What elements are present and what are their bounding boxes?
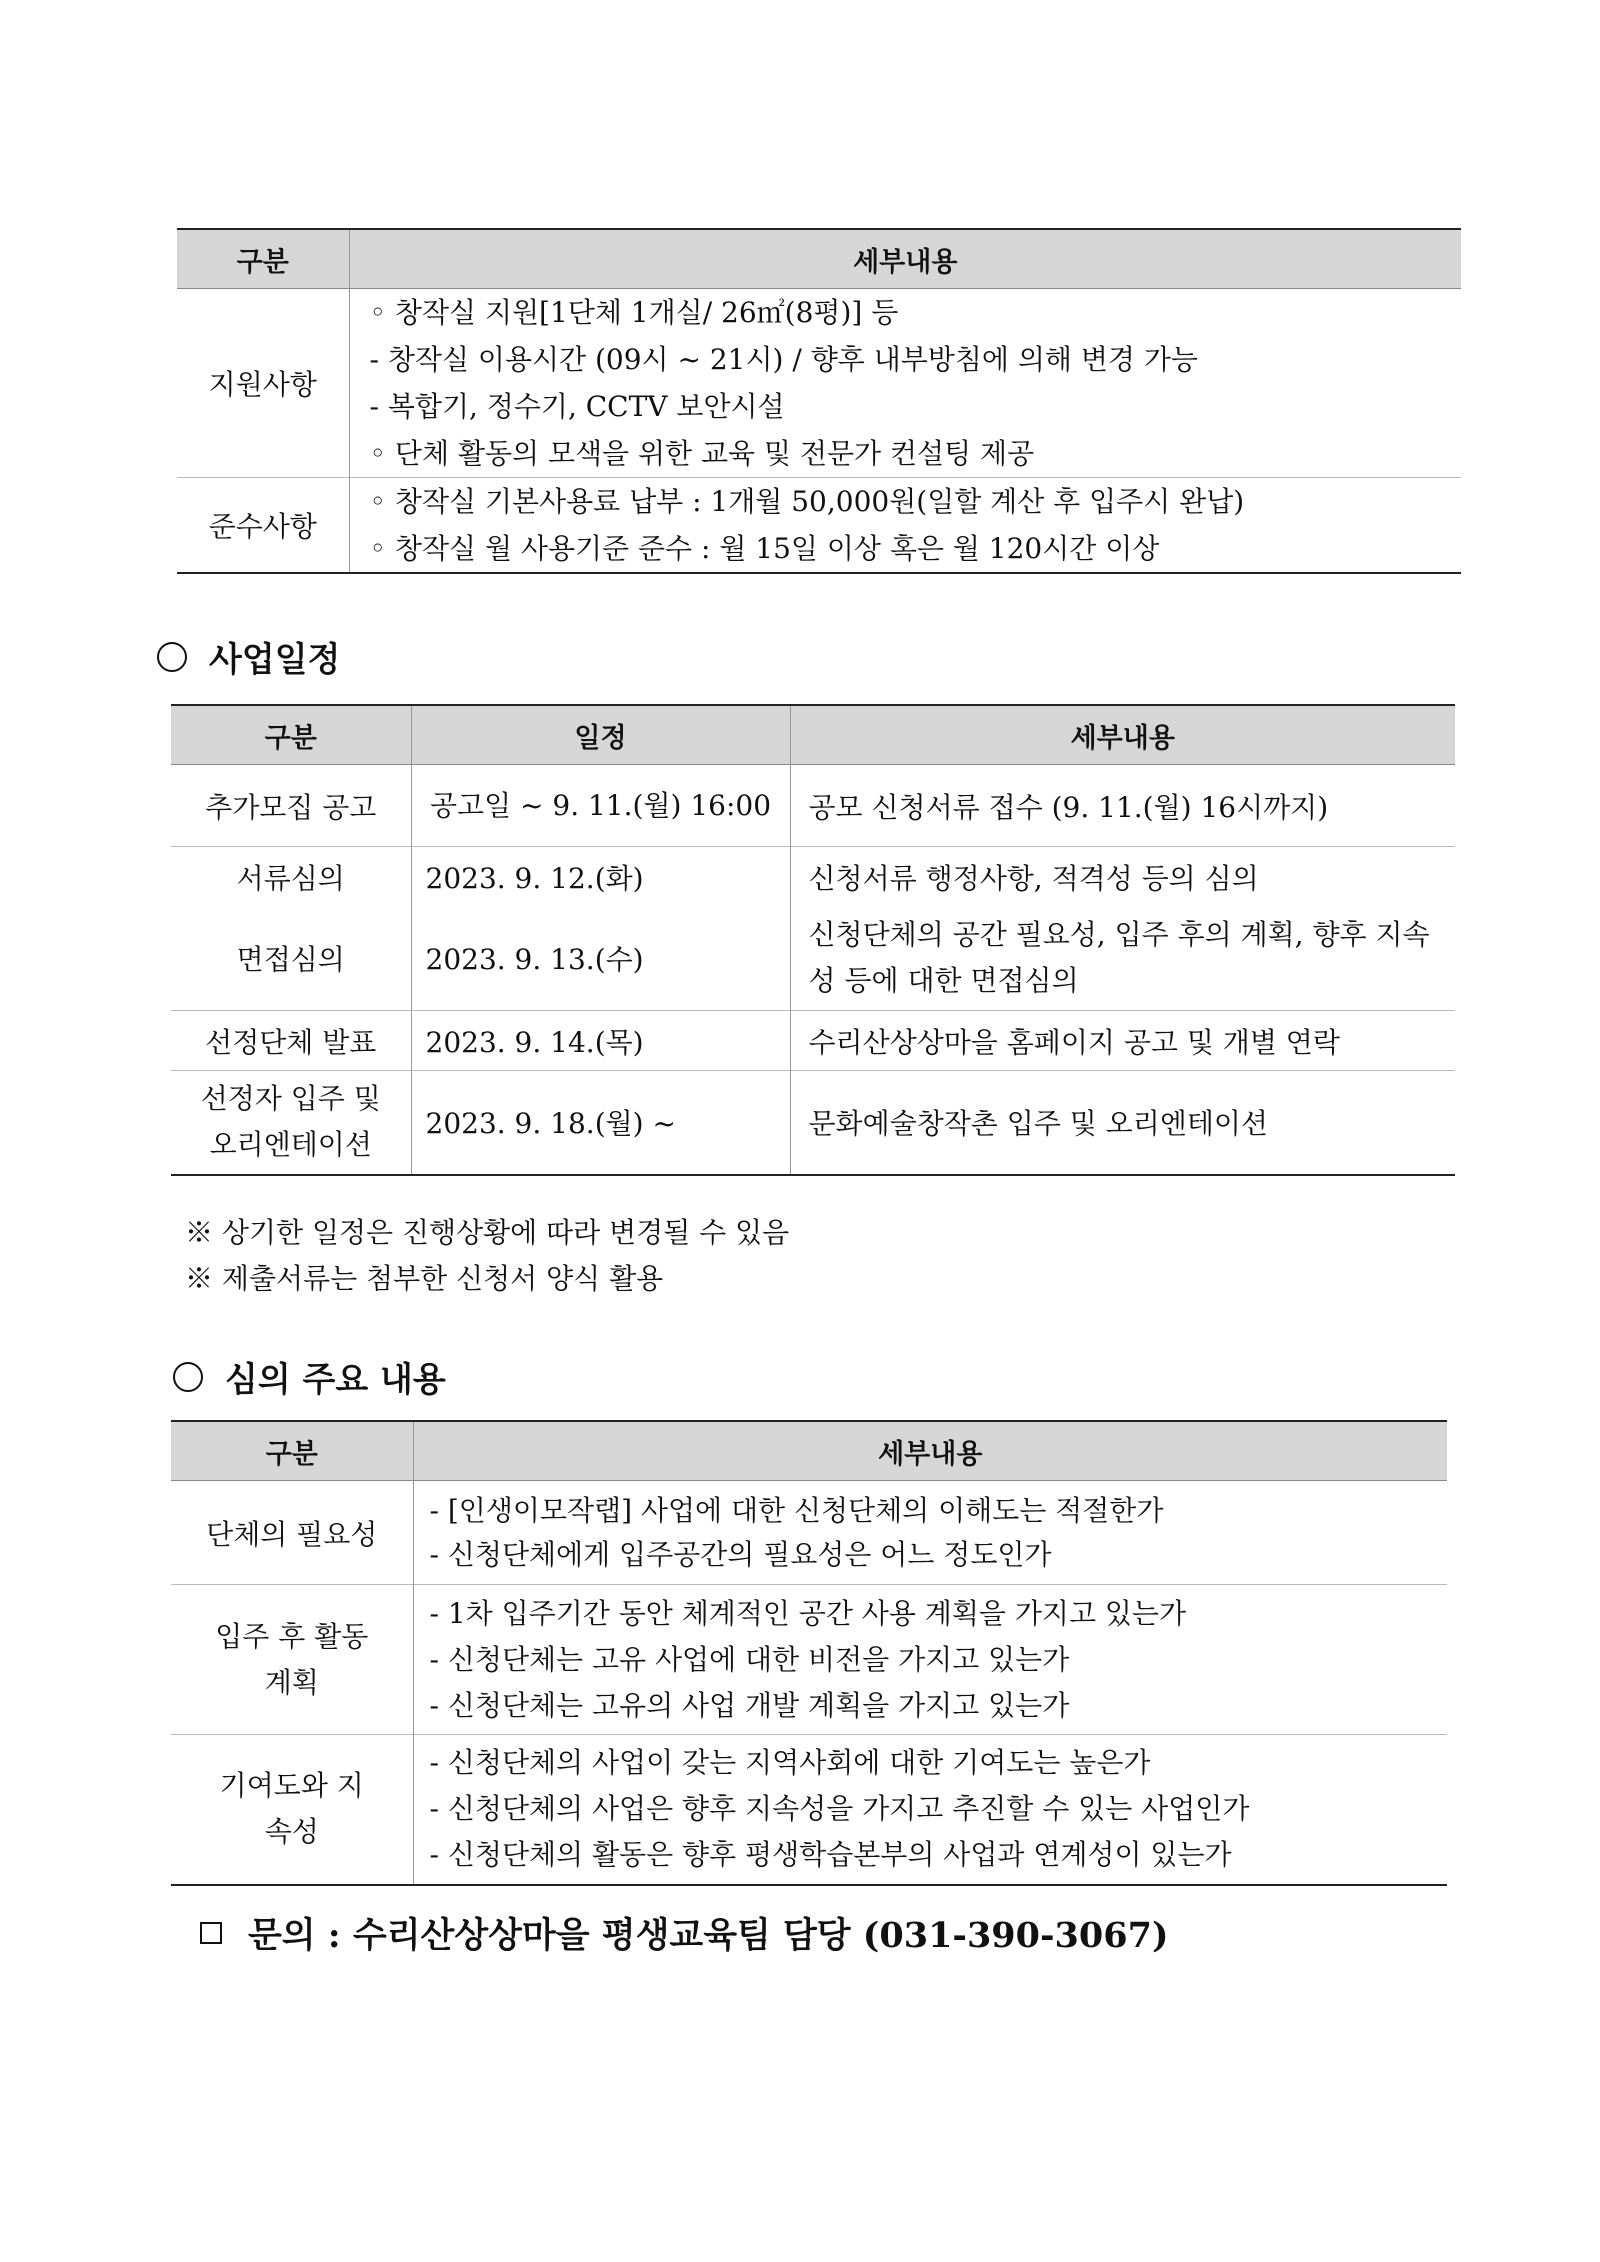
table-row	[171, 1735, 1447, 1885]
row-detail: 신청서류 행정사항, 적격성 등의 심의	[790, 847, 1455, 907]
table-row	[171, 847, 1455, 907]
row-date: 2023. 9. 14.(목)	[411, 1011, 790, 1071]
detail-line: - 신청단체의 사업은 향후 지속성을 가지고 추진할 수 있는 사업인가	[429, 1792, 1250, 1826]
col-header-category: 구분	[171, 705, 411, 765]
row-detail: 신청단체의 공간 필요성, 입주 후의 계획, 향후 지속성 등에 대한 면접심의	[808, 918, 1430, 998]
schedule-note: ※ 제출서류는 첨부한 신청서 양식 활용	[185, 1262, 664, 1295]
row-category: 면접심의	[171, 907, 411, 1011]
row-category: 준수사항	[177, 478, 349, 574]
detail-line: - [인생이모작랩] 사업에 대한 신청단체의 이해도는 적절한가	[429, 1493, 1164, 1527]
row-detail: 문화예술창작촌 입주 및 오리엔테이션	[790, 1071, 1455, 1175]
review-heading	[173, 1352, 446, 1401]
row-date: 2023. 9. 18.(월) ~	[411, 1071, 790, 1175]
detail-line: - 신청단체의 사업이 갖는 지역사회에 대한 기여도는 높은가	[429, 1746, 1151, 1780]
table-row	[171, 1585, 1447, 1735]
table-row	[171, 1011, 1455, 1071]
detail-line: - 신청단체에게 입주공간의 필요성은 어느 정도인가	[429, 1537, 1052, 1571]
row-detail: 공모 신청서류 접수 (9. 11.(월) 16시까지)	[808, 790, 1329, 824]
row-detail	[413, 1481, 1447, 1585]
row-category: 추가모집 공고	[171, 765, 411, 847]
table-row	[177, 289, 1461, 478]
row-category: 선정단체 발표	[171, 1011, 411, 1071]
support-table	[177, 228, 1461, 574]
row-date: 공고일 ~ 9. 11.(월) 16:00	[411, 765, 790, 847]
schedule-table	[171, 704, 1455, 1176]
col-header-detail: 세부내용	[413, 1421, 1447, 1481]
table-row	[171, 765, 1455, 847]
detail-line: - 창작실 이용시간 (09시 ~ 21시) / 향후 내부방침에 의해 변경 가능	[369, 343, 1198, 376]
square-bullet-icon	[200, 1922, 222, 1944]
col-header-detail: 세부내용	[349, 229, 1461, 289]
review-title: 심의 주요 내용	[225, 1360, 446, 1400]
table-row	[171, 1071, 1455, 1175]
row-detail: 수리산상상마을 홈페이지 공고 및 개별 연락	[790, 1011, 1455, 1071]
detail-line: - 복합기, 정수기, CCTV 보안시설	[369, 390, 785, 423]
table-row	[171, 907, 1455, 1011]
schedule-note: ※ 상기한 일정은 진행상황에 따라 변경될 수 있음	[185, 1216, 790, 1249]
circle-bullet-icon	[157, 642, 187, 672]
detail-line: - 신청단체는 고유의 사업 개발 계획을 가지고 있는가	[429, 1688, 1070, 1722]
table-row	[171, 1481, 1447, 1585]
row-date: 2023. 9. 12.(화)	[411, 847, 790, 907]
detail-line: - 1차 입주기간 동안 체계적인 공간 사용 계획을 가지고 있는가	[429, 1596, 1187, 1630]
row-category: 지원사항	[177, 289, 349, 478]
col-header-category: 구분	[171, 1421, 413, 1481]
detail-line: - 신청단체는 고유 사업에 대한 비전을 가지고 있는가	[429, 1642, 1070, 1676]
detail-line: ◦ 창작실 월 사용기준 준수 : 월 15일 이상 혹은 월 120시간 이상	[369, 532, 1160, 565]
col-header-date: 일정	[411, 705, 790, 765]
detail-line: ◦ 창작실 기본사용료 납부 : 1개월 50,000원(일할 계산 후 입주시 완납)	[369, 485, 1245, 518]
circle-bullet-icon	[173, 1362, 203, 1392]
row-category: 서류심의	[171, 847, 411, 907]
row-detail	[349, 289, 1461, 478]
row-date: 2023. 9. 13.(수)	[411, 907, 790, 1011]
row-category: 단체의 필요성	[171, 1481, 413, 1585]
detail-line: ◦ 창작실 지원[1단체 1개실/ 26㎡(8평)] 등	[369, 296, 899, 329]
schedule-title: 사업일정	[209, 640, 341, 680]
col-header-detail: 세부내용	[790, 705, 1455, 765]
contact-line	[200, 1908, 1169, 1958]
contact-text: 문의 : 수리산상상마을 평생교육팀 담당 (031-390-3067)	[248, 1915, 1169, 1956]
row-category: 기여도와 지속성	[171, 1735, 413, 1885]
row-category: 선정자 입주 및 오리엔테이션	[171, 1071, 411, 1175]
row-detail	[413, 1585, 1447, 1735]
table-row	[177, 478, 1461, 574]
review-table	[171, 1420, 1447, 1886]
detail-line: - 신청단체의 활동은 향후 평생학습본부의 사업과 연계성이 있는가	[429, 1838, 1232, 1872]
row-detail	[413, 1735, 1447, 1885]
schedule-heading	[157, 632, 340, 681]
row-category: 입주 후 활동계획	[171, 1585, 413, 1735]
col-header-category: 구분	[177, 229, 349, 289]
detail-line: ◦ 단체 활동의 모색을 위한 교육 및 전문가 컨설팅 제공	[369, 437, 1035, 470]
row-detail	[349, 478, 1461, 574]
